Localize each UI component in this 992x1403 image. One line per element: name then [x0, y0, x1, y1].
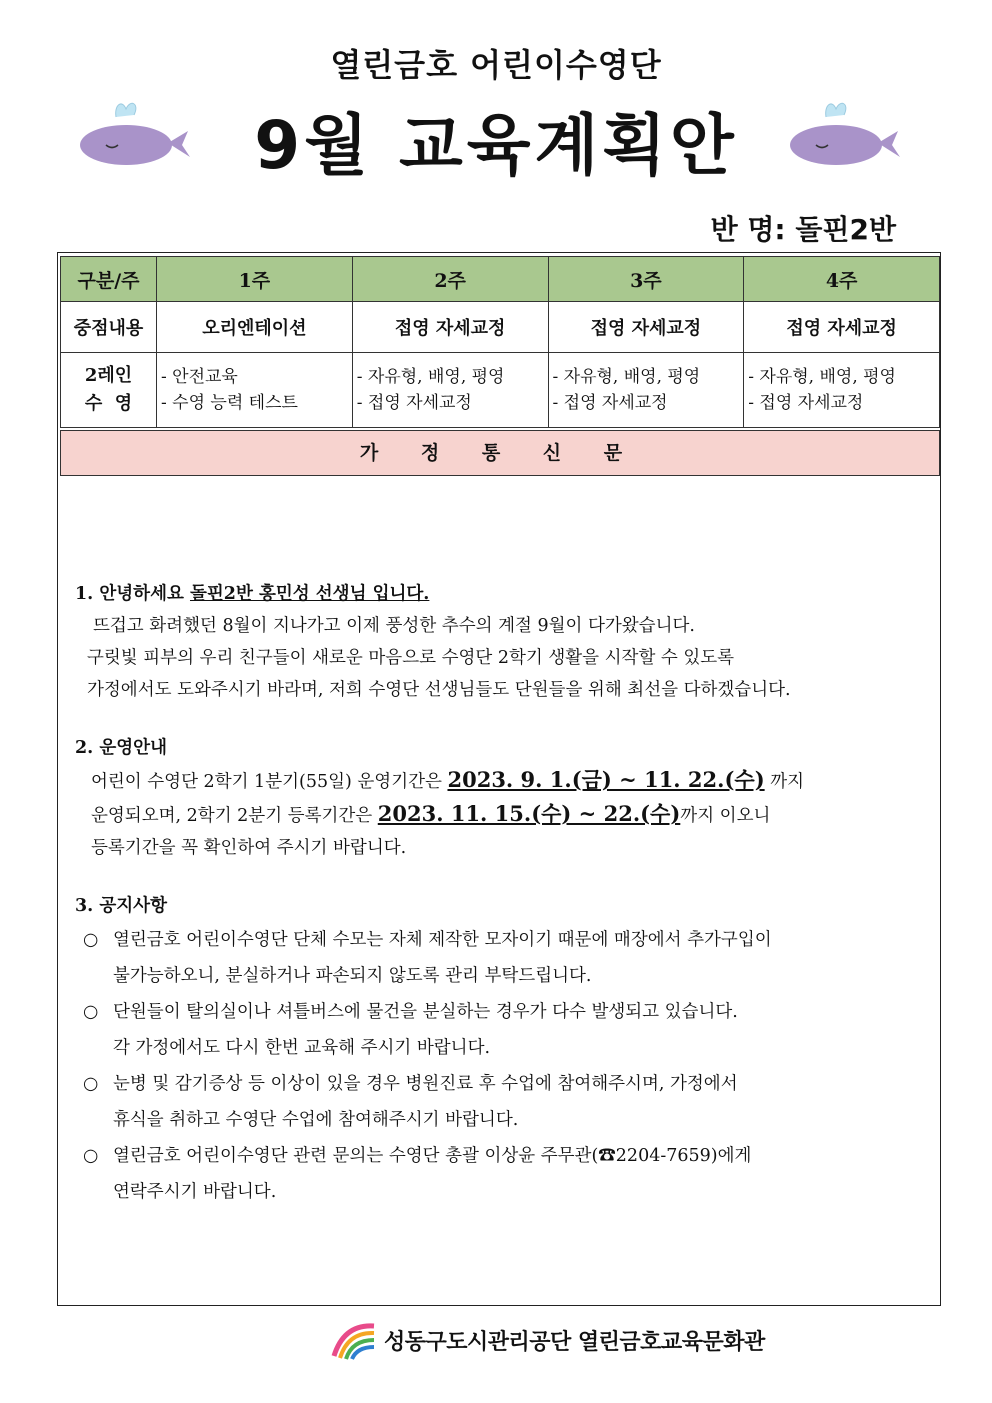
text: 운영되오며, 2학기 2분기 등록기간은 [91, 806, 378, 826]
item-line: 연락주시기 바랍니다. [113, 1182, 277, 1202]
teacher-greeting: 돌핀2반 홍민성 선생님 입니다. [189, 584, 430, 604]
cell-line: - 접영 자세교정 [552, 393, 668, 413]
row-label-line: 2레인 [84, 365, 133, 386]
bullet-icon: ○ [83, 1002, 99, 1022]
column-header: 2주 [352, 257, 548, 302]
education-plan-table [60, 256, 940, 428]
row-label: 중점내용 [61, 302, 157, 353]
item-line: 불가능하오니, 분실하거나 파손되지 않도록 관리 부탁드립니다. [113, 966, 592, 986]
notice-item [83, 922, 935, 994]
cell-line: - 접영 자세교정 [356, 393, 472, 413]
item-line: 단원들이 탈의실이나 셔틀버스에 물건을 분실하는 경우가 다수 발생되고 있습니다. [113, 1002, 738, 1022]
row-label-line: 수 영 [84, 393, 133, 414]
footer [330, 1318, 765, 1362]
operation-period: 2023. 9. 1.(금) ~ 11. 22.(수) [447, 767, 765, 792]
bullet-icon: ○ [83, 930, 99, 950]
section-title: 2. 운영안내 [75, 738, 167, 758]
page-title: 9월 교육계획안 [254, 107, 738, 184]
table-cell [548, 353, 744, 428]
bullet-icon: ○ [83, 1074, 99, 1094]
row-label [61, 353, 157, 428]
paragraph-line [75, 798, 935, 832]
rainbow-logo-icon [330, 1320, 378, 1360]
table-cell: 오리엔테이션 [157, 302, 353, 353]
section-title [75, 578, 935, 610]
text: 까지 이오니 [680, 806, 771, 826]
item-line: 각 가정에서도 다시 한번 교육해 주시기 바랍니다. [113, 1038, 491, 1058]
table-cell: 접영 자세교정 [352, 302, 548, 353]
cell-line: - 접영 자세교정 [748, 393, 864, 413]
text: 어린이 수영단 2학기 1분기(55일) 운영기간은 [91, 772, 448, 792]
notice-item [83, 994, 935, 1066]
registration-period: 2023. 11. 15.(수) ~ 22.(수) [377, 801, 681, 826]
paragraph-line: 등록기간을 꼭 확인하여 주시기 바랍니다. [91, 838, 407, 858]
paragraph-line: 가정에서도 도와주시기 바라며, 저희 수영단 선생님들도 단원들을 위해 최선을 다하겠습니다. [87, 680, 791, 700]
table-cell [157, 353, 353, 428]
table-cell: 접영 자세교정 [548, 302, 744, 353]
cell-line: - 자유형, 배영, 평영 [748, 367, 896, 387]
org-title: 열린금호 어린이수영단 [330, 46, 662, 84]
column-header: 1주 [157, 257, 353, 302]
cell-line: - 자유형, 배영, 평영 [356, 367, 505, 387]
column-header: 3주 [548, 257, 744, 302]
text: 까지 [764, 772, 804, 792]
item-line: 눈병 및 감기증상 등 이상이 있을 경우 병원진료 후 수업에 참여해주시며, 가정에서 [113, 1074, 738, 1094]
footer-org: 성동구도시관리공단 열린금호교육문화관 [384, 1329, 765, 1355]
section-title: 3. 공지사항 [75, 896, 167, 916]
paragraph-line [75, 764, 935, 798]
class-name: 반 명: 돌핀2반 [710, 213, 896, 246]
item-line: 열린금호 어린이수영단 단체 수모는 자체 제작한 모자이기 때문에 매장에서 추가구입이 [113, 930, 772, 950]
table-cell [352, 353, 548, 428]
paragraph-line: 구릿빛 피부의 우리 친구들이 새로운 마음으로 수영단 2학기 생활을 시작할 수 있도록 [87, 648, 735, 668]
table-cell: 접영 자세교정 [744, 302, 940, 353]
column-header: 4주 [744, 257, 940, 302]
notice-heading: 가 정 통 신 문 [60, 430, 940, 476]
cell-line: - 안전교육 [161, 367, 238, 387]
notice-item [83, 1138, 935, 1210]
cell-line: - 자유형, 배영, 평영 [552, 367, 701, 387]
section-title-text: 1. 안녕하세요 [75, 584, 190, 604]
paragraph-line: 뜨겁고 화려했던 8월이 지나가고 이제 풍성한 추수의 계절 9월이 다가왔습니다. [93, 616, 695, 636]
item-line: 휴식을 취하고 수영단 수업에 참여해주시기 바랍니다. [113, 1110, 519, 1130]
whale-icon [786, 95, 906, 170]
cell-line: - 수영 능력 테스트 [161, 393, 298, 413]
item-line: 열린금호 어린이수영단 관련 문의는 수영단 총괄 이상윤 주무관(☎2204-7659)에게 [113, 1146, 752, 1166]
notice-item [83, 1066, 935, 1138]
table-cell [744, 353, 940, 428]
column-header: 구분/주 [61, 257, 157, 302]
notice-body [75, 578, 935, 1210]
bullet-icon: ○ [83, 1146, 99, 1166]
